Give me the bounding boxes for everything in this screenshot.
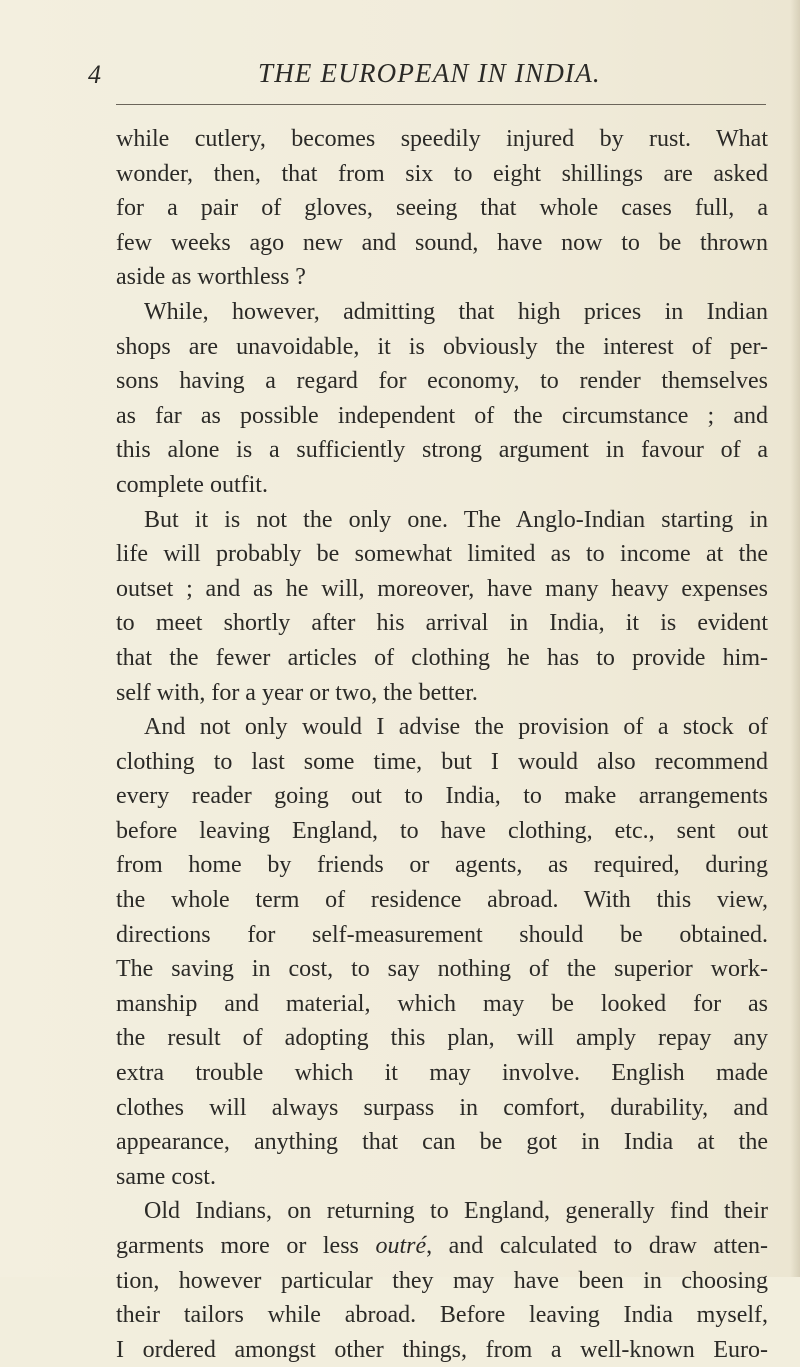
text-line: The saving in cost, to say nothing of the superior work-	[116, 956, 768, 983]
text-run: garments more or less	[116, 1233, 376, 1259]
text-run: , and calculated to draw atten-	[426, 1233, 768, 1259]
text-line: While, however, admitting that high prices in Indian	[144, 298, 768, 325]
text-line: tion, however particular they may have been in choosing	[116, 1267, 768, 1294]
text-line: Old Indians, on returning to England, generally find their	[144, 1198, 768, 1225]
text-line: before leaving England, to have clothing, etc., sent out	[116, 817, 768, 844]
text-line: appearance, anything that can be got in India at the	[116, 1129, 768, 1156]
text-line: that the fewer articles of clothing he has to provide him-	[116, 644, 768, 671]
text-line: while cutlery, becomes speedily injured by rust. What	[116, 126, 768, 152]
text-line: complete outfit.	[116, 471, 268, 498]
text-line: outset ; and as he will, moreover, have many heavy expenses	[116, 575, 768, 602]
text-line: the whole term of residence abroad. With this view,	[116, 887, 768, 914]
body-text	[116, 122, 768, 1367]
text-line: to meet shortly after his arrival in India, it is evident	[116, 610, 768, 637]
text-line: for a pair of gloves, seeing that whole cases full, a	[116, 195, 768, 222]
text-line: every reader going out to India, to make arrangements	[116, 783, 768, 810]
text-line: I ordered amongst other things, from a well-known Euro-	[116, 1336, 768, 1363]
text-line-with-italic	[116, 1229, 768, 1264]
text-line: shops are unavoidable, it is obviously the interest of per-	[116, 333, 768, 360]
text-line: manship and material, which may be looked for as	[116, 990, 768, 1017]
text-line: the result of adopting this plan, will amply repay any	[116, 1025, 768, 1052]
text-line: wonder, then, that from six to eight shillings are asked	[116, 160, 768, 187]
text-line: same cost.	[116, 1163, 216, 1190]
text-line: their tailors while abroad. Before leaving India myself,	[116, 1302, 768, 1329]
text-line: clothes will always surpass in comfort, durability, and	[116, 1094, 768, 1121]
page-edge-shadow	[790, 0, 800, 1277]
text-line: directions for self-measurement should be obtained.	[116, 921, 768, 948]
text-line: few weeks ago new and sound, have now to be thrown	[116, 229, 768, 256]
text-line: this alone is a sufficiently strong argument in favour of a	[116, 437, 768, 464]
running-head: THE EUROPEAN IN INDIA.	[258, 58, 601, 88]
header-rule	[116, 104, 766, 105]
italic-word: outré	[375, 1233, 427, 1259]
page-number: 4	[88, 60, 101, 89]
text-line: as far as possible independent of the circumstance ; and	[116, 402, 768, 429]
text-line: But it is not the only one. The Anglo-Indian starting in	[144, 506, 768, 533]
page-header	[88, 58, 768, 98]
text-line: from home by friends or agents, as required, during	[116, 852, 768, 879]
text-line: And not only would I advise the provision of a stock of	[144, 714, 768, 741]
text-line: self with, for a year or two, the better.	[116, 679, 478, 706]
text-line: life will probably be somewhat limited as to income at the	[116, 541, 768, 568]
text-line: extra trouble which it may involve. English made	[116, 1060, 768, 1087]
text-line: clothing to last some time, but I would also recommend	[116, 748, 768, 775]
text-line: aside as worthless ?	[116, 264, 306, 291]
text-line: sons having a regard for economy, to render themselves	[116, 368, 768, 395]
